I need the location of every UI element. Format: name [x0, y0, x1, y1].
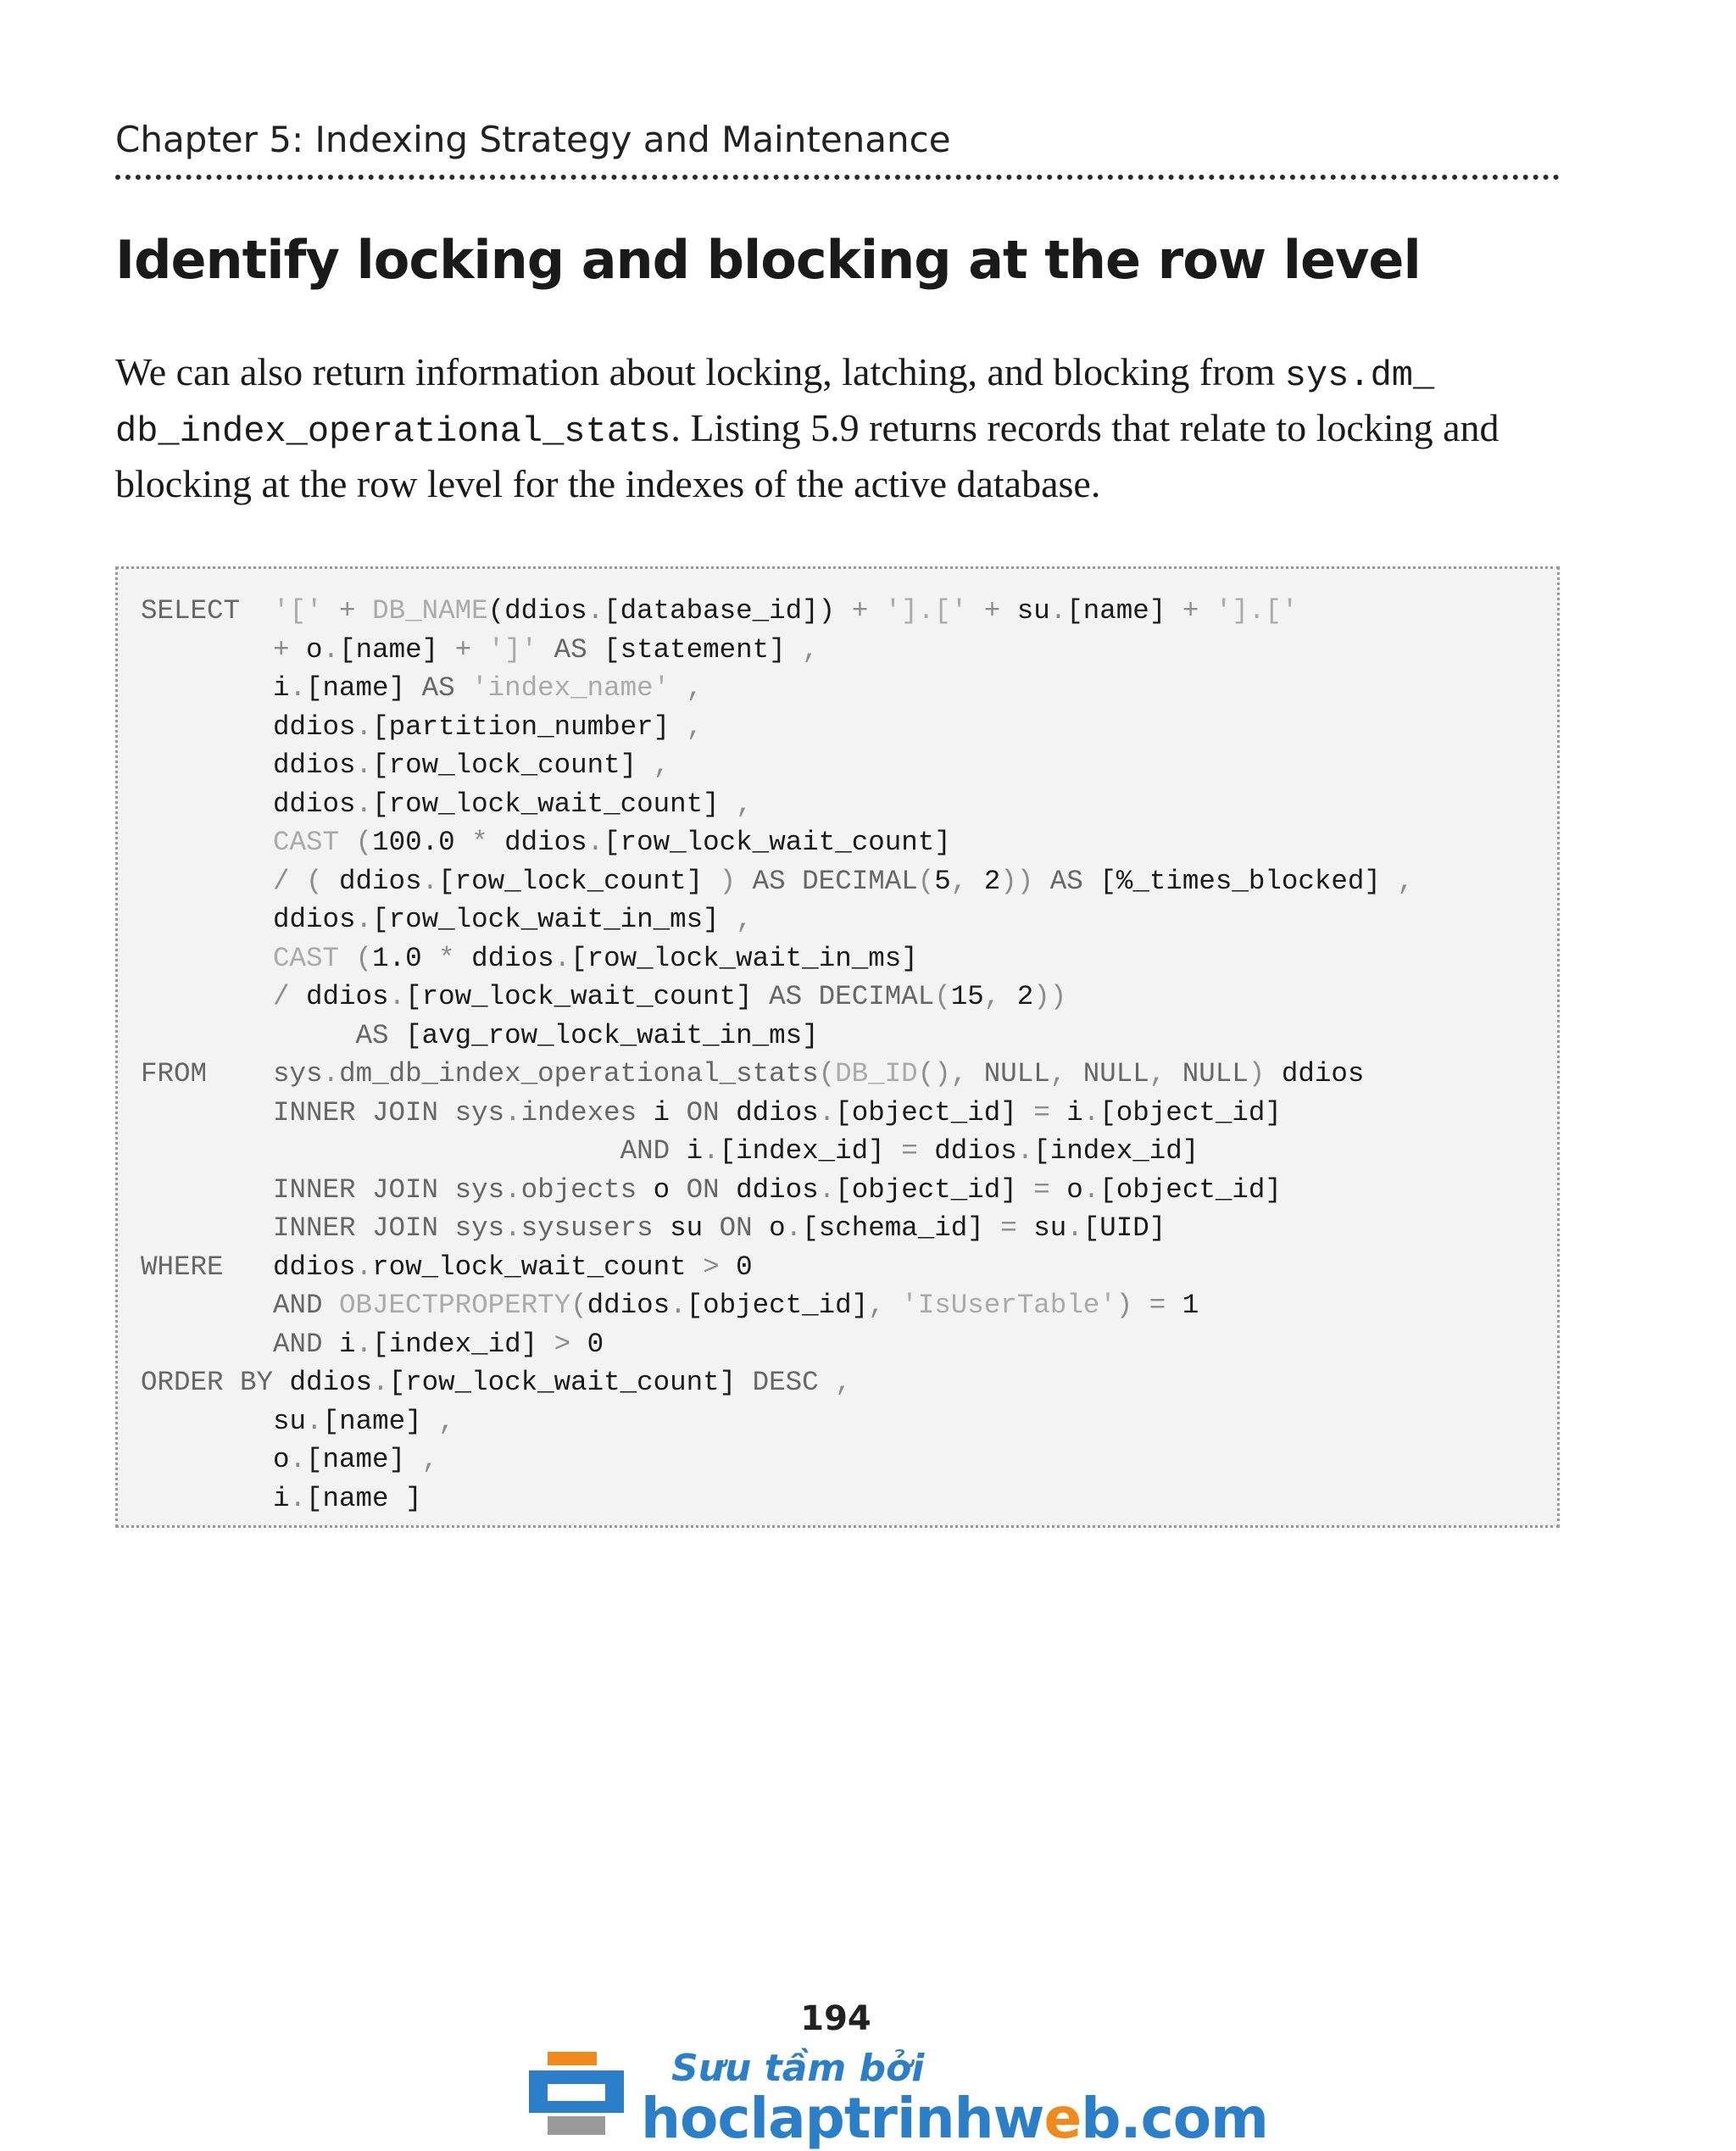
code-token: [object_id] — [835, 1173, 1034, 1206]
chapter-header: Chapter 5: Indexing Strategy and Maintenance — [115, 119, 951, 160]
code-token: . — [703, 1135, 720, 1167]
code-token — [141, 1290, 273, 1321]
code-token — [141, 981, 273, 1012]
code-token: '[' — [273, 595, 323, 627]
code-token: + — [322, 595, 373, 627]
code-token: 15 — [950, 981, 984, 1012]
code-token: [name] — [322, 1405, 439, 1437]
code-line — [141, 789, 753, 820]
code-token: [index_id] — [372, 1328, 554, 1360]
code-token: INNER JOIN sys — [273, 1096, 505, 1128]
code-token: . — [670, 1290, 687, 1321]
code-token: , — [421, 1444, 439, 1475]
code-token: SELECT — [141, 595, 274, 627]
code-token: [row_lock_wait_count] — [604, 827, 951, 858]
code-token: sys — [273, 1058, 323, 1089]
watermark-site-accent: e — [1043, 2086, 1082, 2151]
code-token: . — [322, 633, 340, 666]
code-token: AS DECIMAL — [769, 981, 935, 1012]
code-token: + — [273, 633, 307, 666]
watermark-site-part1: hoclaptrinhw — [641, 2086, 1044, 2151]
code-token: ( — [818, 1058, 836, 1089]
code-token: . — [818, 1096, 836, 1128]
code-token: [name] — [339, 633, 455, 666]
code-token: 2 — [983, 865, 1001, 897]
header-divider — [115, 175, 1560, 180]
code-token: 'index_name' — [471, 672, 670, 704]
code-token: [name] — [1066, 595, 1182, 627]
code-token: , — [868, 1290, 902, 1321]
code-token: 2 — [1016, 981, 1034, 1012]
code-token: AND — [273, 1328, 340, 1360]
intro-text-1: We can also return information about locking, latching, and blocking from — [115, 350, 1285, 393]
code-token: = — [1000, 1212, 1034, 1244]
code-token: DESC — [752, 1367, 819, 1398]
code-token: ) — [1248, 1058, 1266, 1089]
code-line — [141, 1020, 819, 1051]
code-token: )) — [1000, 865, 1034, 897]
code-token: ddios — [273, 1251, 356, 1283]
watermark-subtitle: Sưu tầm bởi — [671, 2047, 925, 2090]
code-token: DB_NAME — [372, 595, 488, 627]
code-token: [row_lock_wait_count] — [372, 788, 737, 820]
code-line — [141, 866, 1414, 897]
code-line — [141, 1367, 852, 1398]
code-line — [141, 1212, 1166, 1244]
code-token: * — [471, 827, 505, 858]
code-line — [141, 750, 670, 781]
code-token: [row_lock_wait_count] — [388, 1367, 753, 1398]
code-token: o — [637, 1173, 687, 1206]
code-token: [object_id] — [1099, 1096, 1282, 1128]
code-token: 100.0 — [372, 827, 472, 858]
code-token: ( — [934, 981, 951, 1012]
code-token: . — [504, 1212, 521, 1244]
page-number: 194 — [800, 1999, 871, 2038]
code-token: , — [653, 750, 670, 781]
code-token: . — [289, 672, 307, 704]
code-token: su — [141, 1405, 307, 1437]
code-token: / — [273, 981, 307, 1012]
code-line — [141, 1058, 1364, 1089]
code-token: indexes — [520, 1096, 637, 1128]
code-line — [141, 595, 1298, 627]
code-token: [%_times_blocked] — [1099, 865, 1398, 897]
code-token: OBJECTPROPERTY — [339, 1290, 571, 1321]
code-token: CAST — [273, 942, 340, 974]
code-token: . — [1066, 1212, 1083, 1244]
code-token: ']' — [487, 633, 538, 666]
code-token: . — [289, 1444, 307, 1475]
code-token: [database_id]) — [604, 595, 852, 627]
code-line — [141, 981, 1066, 1012]
code-token: sysusers — [520, 1212, 654, 1244]
code-token: . — [587, 595, 604, 627]
code-token: = — [1033, 1173, 1067, 1206]
intro-code-dmv: sys.dm_ db_index_operational_stats — [115, 355, 1435, 452]
watermark-logo — [529, 2047, 1268, 2151]
code-line — [141, 1483, 422, 1514]
code-token: objects — [520, 1173, 637, 1206]
printer-logo-icon — [529, 2052, 624, 2140]
code-token: [UID] — [1082, 1212, 1166, 1244]
code-token: , — [802, 633, 819, 666]
code-token: ( — [917, 865, 935, 897]
code-block — [141, 592, 1414, 1518]
code-token: ddios — [141, 750, 356, 781]
code-token: . — [322, 1058, 340, 1089]
code-token — [141, 634, 273, 666]
code-token: [name ] — [306, 1482, 422, 1514]
code-listing — [115, 566, 1560, 1528]
code-token: ON — [686, 1096, 737, 1128]
code-token — [141, 1097, 273, 1128]
watermark-site — [641, 2086, 1268, 2151]
code-token: ( — [570, 1290, 587, 1321]
code-token: ( — [339, 827, 373, 858]
code-token: INNER JOIN sys — [273, 1212, 505, 1244]
code-token: FROM — [141, 1058, 274, 1089]
code-token — [141, 1135, 620, 1167]
code-token: [partition_number] — [372, 710, 687, 743]
code-token: , — [1049, 1058, 1083, 1089]
code-token: su — [653, 1212, 720, 1244]
code-line — [141, 1174, 1282, 1206]
code-token: . — [504, 1096, 521, 1128]
code-token: [object_id] — [686, 1290, 869, 1321]
code-token: , — [1397, 865, 1414, 897]
code-token: . — [355, 1251, 373, 1283]
code-token: ddios — [141, 788, 356, 820]
code-token — [141, 943, 273, 974]
code-token: dm_db_index_operational_stats — [339, 1058, 819, 1089]
code-token: WHERE — [141, 1251, 274, 1283]
code-token — [141, 1329, 273, 1360]
code-token: DB_ID — [835, 1058, 918, 1089]
code-token: 0 — [736, 1251, 753, 1283]
code-token: AS — [421, 672, 472, 704]
code-token: ddios — [471, 942, 554, 974]
code-token: ) — [719, 865, 753, 897]
code-token: o — [769, 1212, 786, 1244]
code-token: , — [818, 1367, 852, 1398]
code-line — [141, 1290, 1199, 1321]
code-line — [141, 827, 951, 858]
code-token: i — [141, 672, 290, 704]
code-token: + — [851, 595, 885, 627]
code-token: AND — [620, 1135, 687, 1167]
code-token: 5 — [934, 865, 951, 897]
code-token: 0 — [587, 1328, 604, 1360]
code-token: AS — [1033, 865, 1100, 897]
intro-text-2: . Listing 5.9 returns records that relate to locking and blocking at the row level for the indexes of the active database. — [115, 406, 1500, 505]
code-token: i — [339, 1328, 356, 1360]
code-token: ddios — [1265, 1058, 1365, 1089]
code-token: NULL — [983, 1058, 1050, 1089]
code-token: [statement] — [604, 633, 803, 666]
code-token: su — [1033, 1212, 1067, 1244]
code-token: [object_id] — [835, 1096, 1034, 1128]
code-line — [141, 904, 753, 935]
code-line — [141, 711, 703, 743]
code-token: '].[' — [1215, 595, 1299, 627]
code-token: [row_lock_wait_in_ms] — [570, 942, 918, 974]
code-line — [141, 1135, 1199, 1167]
code-token: . — [388, 981, 406, 1012]
code-line — [141, 1251, 753, 1283]
code-token: [row_lock_count] — [372, 750, 654, 781]
code-token: ddios — [504, 827, 587, 858]
code-token: . — [355, 904, 373, 935]
code-token: , — [950, 865, 984, 897]
code-token: = — [901, 1135, 935, 1167]
code-token: , — [438, 1405, 455, 1437]
code-token: [index_id] — [719, 1135, 902, 1167]
code-line — [141, 1444, 438, 1475]
code-token: , — [1149, 1058, 1182, 1089]
code-token: [row_lock_wait_count] — [405, 981, 770, 1012]
code-token — [141, 1020, 356, 1051]
code-token: NULL — [1182, 1058, 1249, 1089]
intro-paragraph — [115, 346, 1573, 510]
watermark-site-part3: b.com — [1081, 2086, 1268, 2151]
code-token: , — [670, 672, 704, 704]
code-token: i — [637, 1096, 687, 1128]
code-token: + — [454, 633, 488, 666]
code-token: . — [355, 750, 373, 781]
code-token: . — [554, 942, 571, 974]
code-line — [141, 634, 819, 666]
code-token: AND — [273, 1290, 340, 1321]
code-token: / ( — [273, 865, 340, 897]
code-token: ddios — [339, 865, 422, 897]
code-token: ddios — [934, 1135, 1017, 1167]
code-token: ) = — [1116, 1290, 1182, 1321]
code-token: ddios — [736, 1173, 819, 1206]
code-token: . — [587, 827, 604, 858]
code-token: + — [967, 595, 1017, 627]
code-token: AS DECIMAL — [752, 865, 918, 897]
code-token: ddios — [736, 1096, 819, 1128]
code-token: . — [1082, 1173, 1100, 1206]
code-token: . — [1082, 1096, 1100, 1128]
code-token: 1 — [1182, 1290, 1199, 1321]
code-token: . — [355, 788, 373, 820]
code-token: . — [306, 1405, 323, 1437]
code-token — [141, 1174, 273, 1206]
code-line — [141, 1329, 604, 1360]
code-token: )) — [1033, 981, 1067, 1012]
code-token: ddios — [141, 904, 356, 935]
code-token: INNER JOIN sys — [273, 1173, 505, 1206]
code-token: ddios — [587, 1290, 670, 1321]
code-token: > — [554, 1328, 587, 1360]
code-token: [name] — [306, 672, 422, 704]
code-token: ORDER BY — [141, 1367, 290, 1398]
code-token: . — [818, 1173, 836, 1206]
code-line — [141, 1097, 1282, 1128]
code-token: = — [1033, 1096, 1067, 1128]
code-token: [avg_row_lock_wait_in_ms] — [405, 1019, 819, 1051]
code-token: AS — [537, 633, 604, 666]
code-token: . — [785, 1212, 803, 1244]
code-token: . — [355, 1328, 373, 1360]
code-token: , — [983, 981, 1017, 1012]
code-token: ddios — [289, 1367, 373, 1398]
code-token: ON — [686, 1173, 737, 1206]
code-token: . — [504, 1173, 521, 1206]
code-token: o — [306, 633, 323, 666]
code-token — [141, 827, 273, 858]
code-token: i — [141, 1482, 290, 1514]
code-token: . — [355, 710, 373, 743]
code-token: . — [421, 865, 439, 897]
code-token: , — [736, 904, 753, 935]
code-token: [object_id] — [1099, 1173, 1282, 1206]
code-token — [141, 1212, 273, 1244]
code-token: 1.0 — [372, 942, 439, 974]
code-token: [schema_id] — [802, 1212, 1001, 1244]
code-token: . — [289, 1482, 307, 1514]
code-token: . — [1016, 1135, 1034, 1167]
code-token: [index_id] — [1033, 1135, 1199, 1167]
code-line — [141, 1406, 455, 1437]
code-token: > — [703, 1251, 737, 1283]
code-token: o — [1066, 1173, 1083, 1206]
code-token: [row_lock_count] — [438, 865, 720, 897]
code-line — [141, 672, 703, 704]
code-token: AS — [355, 1019, 406, 1051]
code-token: CAST — [273, 827, 340, 858]
code-token: [name] — [306, 1444, 422, 1475]
code-token: ( — [339, 942, 373, 974]
code-token: su — [1016, 595, 1050, 627]
code-token: . — [372, 1367, 389, 1398]
code-token: i — [1066, 1096, 1083, 1128]
code-token: NULL — [1082, 1058, 1149, 1089]
code-token: + — [1182, 595, 1216, 627]
code-token: ON — [719, 1212, 770, 1244]
code-token: (), — [917, 1058, 984, 1089]
section-title: Identify locking and blocking at the row level — [115, 229, 1421, 291]
code-token: o — [141, 1444, 290, 1475]
code-token: , — [686, 710, 704, 743]
code-token: row_lock_wait_count — [372, 1251, 704, 1283]
code-token: ddios — [141, 710, 356, 743]
code-token: 'IsUserTable' — [901, 1290, 1116, 1321]
code-token: ddios — [306, 981, 389, 1012]
code-token: i — [686, 1135, 704, 1167]
code-token: * — [438, 942, 472, 974]
code-token: [row_lock_wait_in_ms] — [372, 904, 737, 935]
code-token — [141, 866, 273, 897]
code-token: , — [736, 788, 753, 820]
code-line — [141, 943, 918, 974]
code-token: '].[' — [884, 595, 968, 627]
code-token: . — [1049, 595, 1067, 627]
code-token: (ddios — [487, 595, 587, 627]
